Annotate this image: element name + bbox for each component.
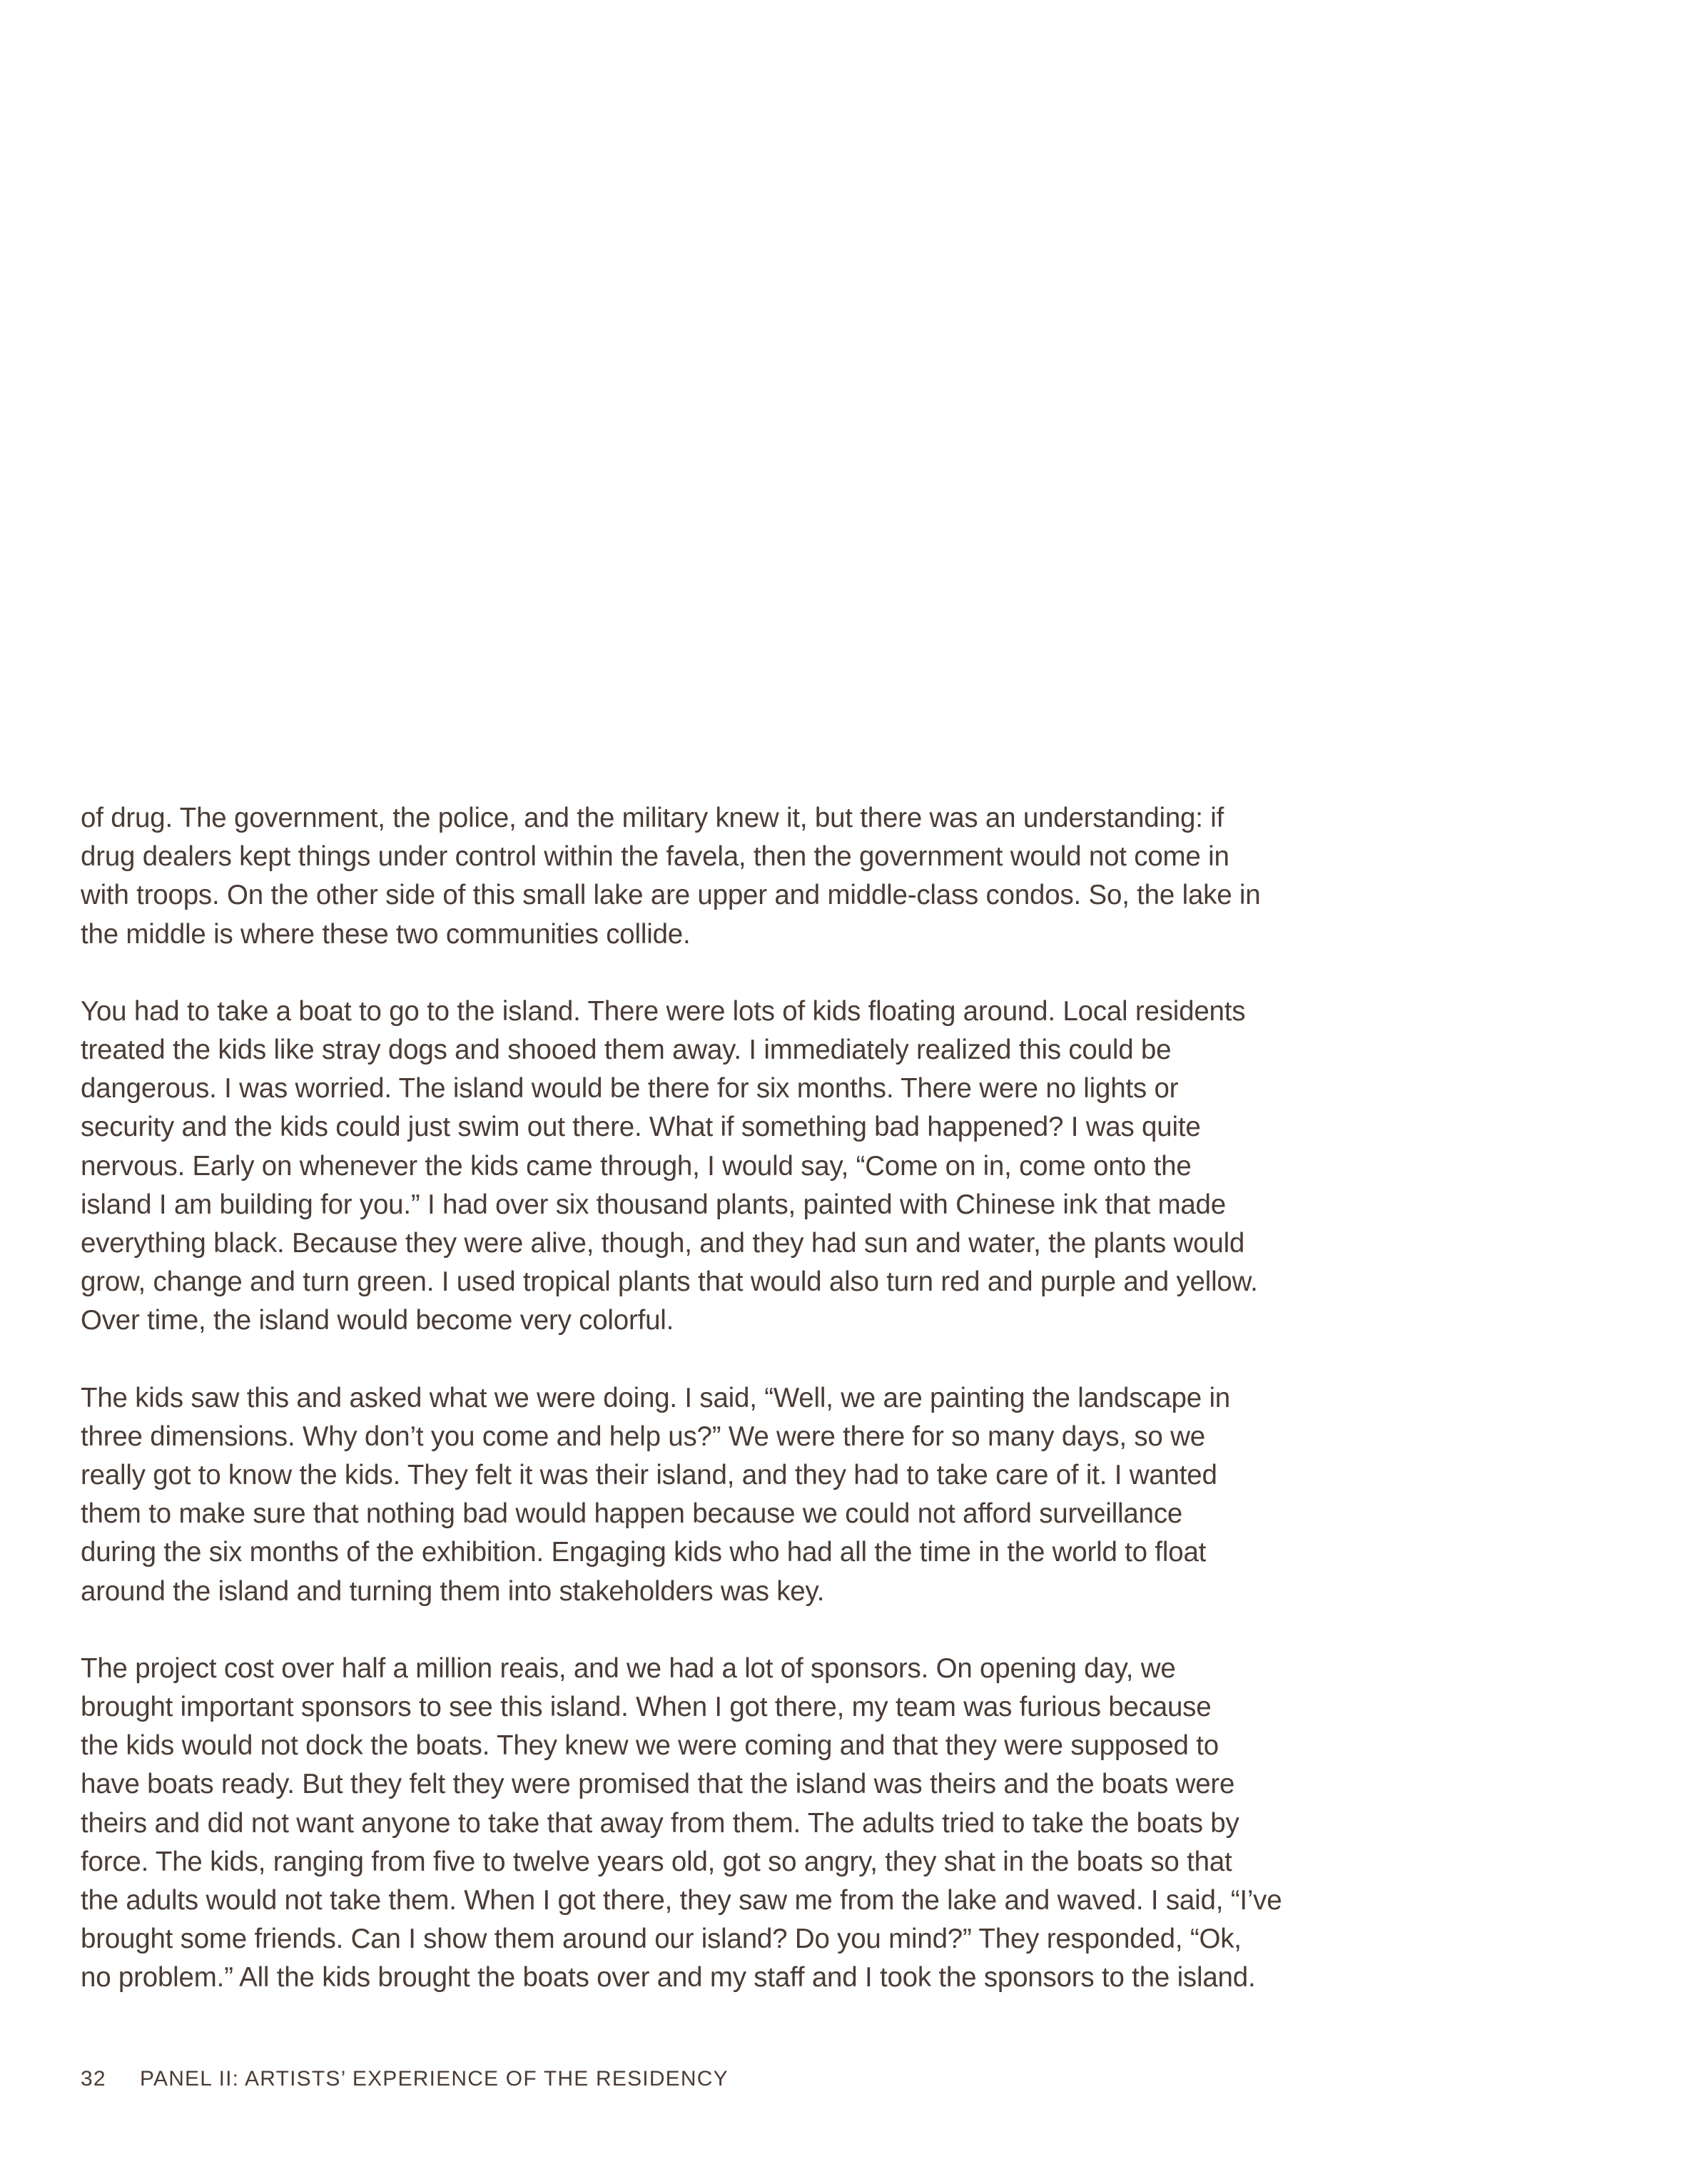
paragraph-2 — [81, 992, 1258, 1341]
text-line: treated the kids like stray dogs and shooed them away. I immediately realized this could be — [81, 1035, 1172, 1066]
text-line: drug dealers kept things under control within the favela, then the government would not come in — [81, 841, 1229, 873]
text-line: You had to take a boat to go to the island. There were lots of kids floating around. Local residents — [81, 995, 1246, 1027]
text-line: everything black. Because they were alive, though, and they had sun and water, the plants would — [81, 1228, 1245, 1259]
text-line: the adults would not take them. When I got there, they saw me from the lake and waved. I said, “I’ve — [81, 1885, 1282, 1916]
text-line: brought some friends. Can I show them around our island? Do you mind?” They responded, “Ok, — [81, 1924, 1242, 1955]
text-line: security and the kids could just swim out there. What if something bad happened? I was quite — [81, 1112, 1201, 1143]
page-number: 32 — [81, 2067, 106, 2091]
text-line: The project cost over half a million reais, and we had a lot of sponsors. On opening day, we — [81, 1652, 1176, 1684]
text-line: with troops. On the other side of this small lake are upper and middle-class condos. So, the lake in — [81, 880, 1261, 911]
text-line: theirs and did not want anyone to take that away from them. The adults tried to take the boats by — [81, 1807, 1239, 1839]
text-line: grow, change and turn green. I used tropical plants that would also turn red and purple and yellow. — [81, 1266, 1258, 1298]
text-line: three dimensions. Why don’t you come and help us?” We were there for so many days, so we — [81, 1421, 1205, 1452]
text-line: nervous. Early on whenever the kids came through, I would say, “Come on in, come onto the — [81, 1150, 1192, 1182]
paragraph-1 — [81, 799, 1261, 954]
text-line: brought important sponsors to see this island. When I got there, my team was furious because — [81, 1692, 1212, 1723]
text-line: force. The kids, ranging from five to twelve years old, got so angry, they shat in the boats so that — [81, 1846, 1232, 1877]
section-title: PANEL II: ARTISTS’ EXPERIENCE OF THE RESIDENCY — [140, 2067, 729, 2091]
text-line: them to make sure that nothing bad would happen because we could not afford surveillance — [81, 1498, 1183, 1530]
text-line: Over time, the island would become very colorful. — [81, 1305, 674, 1336]
text-line: during the six months of the exhibition. Engaging kids who had all the time in the world to float — [81, 1537, 1207, 1568]
text-line: have boats ready. But they felt they were promised that the island was theirs and the boats were — [81, 1769, 1235, 1800]
text-line: dangerous. I was worried. The island would be there for six months. There were no lights or — [81, 1073, 1179, 1104]
paragraph-4 — [81, 1650, 1282, 1998]
text-line: The kids saw this and asked what we were doing. I said, “Well, we are painting the landscape in — [81, 1382, 1231, 1413]
text-line: really got to know the kids. They felt it was their island, and they had to take care of it. I wanted — [81, 1460, 1217, 1491]
body-text — [81, 799, 1282, 2036]
text-line: of drug. The government, the police, and the military knew it, but there was an understanding: if — [81, 803, 1224, 833]
text-line: the middle is where these two communities collide. — [81, 918, 691, 950]
text-line: the kids would not dock the boats. They knew we were coming and that they were supposed to — [81, 1730, 1219, 1762]
text-line: island I am building for you.” I had over six thousand plants, painted with Chinese ink that made — [81, 1189, 1226, 1220]
page-footer — [81, 2065, 729, 2093]
text-line: no problem.” All the kids brought the boats over and my staff and I took the sponsors to the island. — [81, 1962, 1256, 1993]
paragraph-3 — [81, 1379, 1251, 1611]
text-line: around the island and turning them into stakeholders was key. — [81, 1575, 825, 1607]
